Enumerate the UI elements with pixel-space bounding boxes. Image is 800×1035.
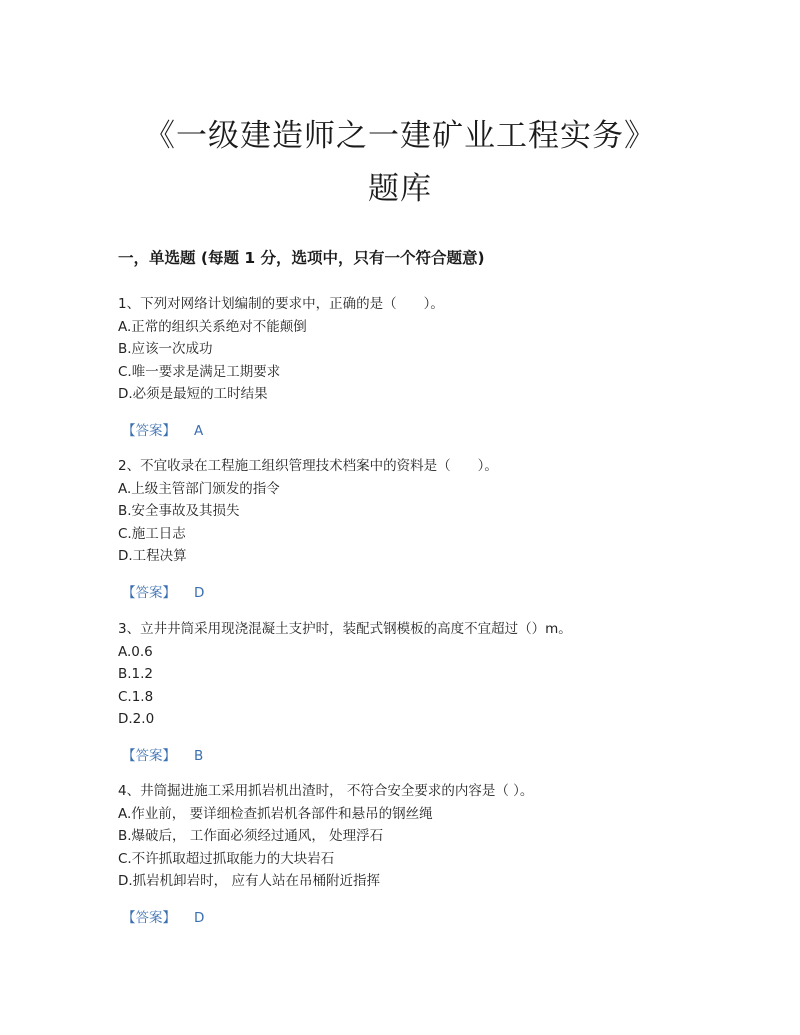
question-stem: 1、下列对网络计划编制的要求中，正确的是（ ）。 bbox=[118, 296, 444, 312]
question-stem: 2、不宜收录在工程施工组织管理技术档案中的资料是（ ）。 bbox=[118, 458, 498, 474]
option-d: D.工程决算 bbox=[118, 548, 187, 564]
answer-value: D bbox=[194, 909, 205, 926]
option-c: C.1.8 bbox=[118, 688, 154, 705]
option-b: B.爆破后， 工作面必须经过通风， 处理浮石 bbox=[118, 828, 384, 844]
option-d: D.抓岩机卸岩时， 应有人站在吊桶附近指挥 bbox=[118, 873, 380, 889]
answer-line bbox=[118, 582, 718, 604]
question-stem: 3、立井井筒采用现浇混凝土支护时，装配式钢模板的高度不宜超过（）m。 bbox=[118, 621, 572, 637]
question-3 bbox=[118, 618, 718, 767]
answer-line bbox=[118, 745, 718, 767]
option-a: A.0.6 bbox=[118, 643, 153, 660]
option-a: A.上级主管部门颁发的指令 bbox=[118, 480, 280, 497]
answer-value: A bbox=[194, 422, 204, 439]
answer-line bbox=[118, 420, 718, 442]
option-c: C.不许抓取超过抓取能力的大块岩石 bbox=[118, 850, 335, 867]
answer-label: 【答案】 bbox=[122, 584, 176, 601]
answer-label: 【答案】 bbox=[122, 422, 176, 439]
question-1 bbox=[118, 293, 718, 442]
answer-value: B bbox=[194, 747, 204, 764]
answer-label: 【答案】 bbox=[122, 747, 176, 764]
document-subtitle: 题库 bbox=[368, 171, 432, 207]
option-a: A.正常的组织关系绝对不能颠倒 bbox=[118, 318, 307, 335]
answer-label: 【答案】 bbox=[122, 909, 176, 926]
question-stem: 4、井筒掘进施工采用抓岩机出渣时， 不符合安全要求的内容是（ ）。 bbox=[118, 783, 534, 799]
document-title: 《一级建造师之一建矿业工程实务》 bbox=[144, 118, 656, 154]
answer-line bbox=[118, 907, 718, 929]
option-b: B.应该一次成功 bbox=[118, 341, 213, 357]
option-c: C.施工日志 bbox=[118, 525, 186, 542]
option-d: D.必须是最短的工时结果 bbox=[118, 386, 268, 402]
answer-value: D bbox=[194, 584, 205, 601]
option-b: B.1.2 bbox=[118, 666, 154, 682]
question-2 bbox=[118, 455, 718, 604]
option-b: B.安全事故及其损失 bbox=[118, 503, 240, 519]
option-d: D.2.0 bbox=[118, 711, 155, 727]
option-a: A.作业前， 要详细检查抓岩机各部件和悬吊的钢丝绳 bbox=[118, 805, 433, 822]
question-4 bbox=[118, 780, 718, 929]
section-heading: 一，单选题 (每题 1 分，选项中，只有一个符合题意) bbox=[118, 249, 485, 267]
option-c: C.唯一要求是满足工期要求 bbox=[118, 363, 281, 380]
